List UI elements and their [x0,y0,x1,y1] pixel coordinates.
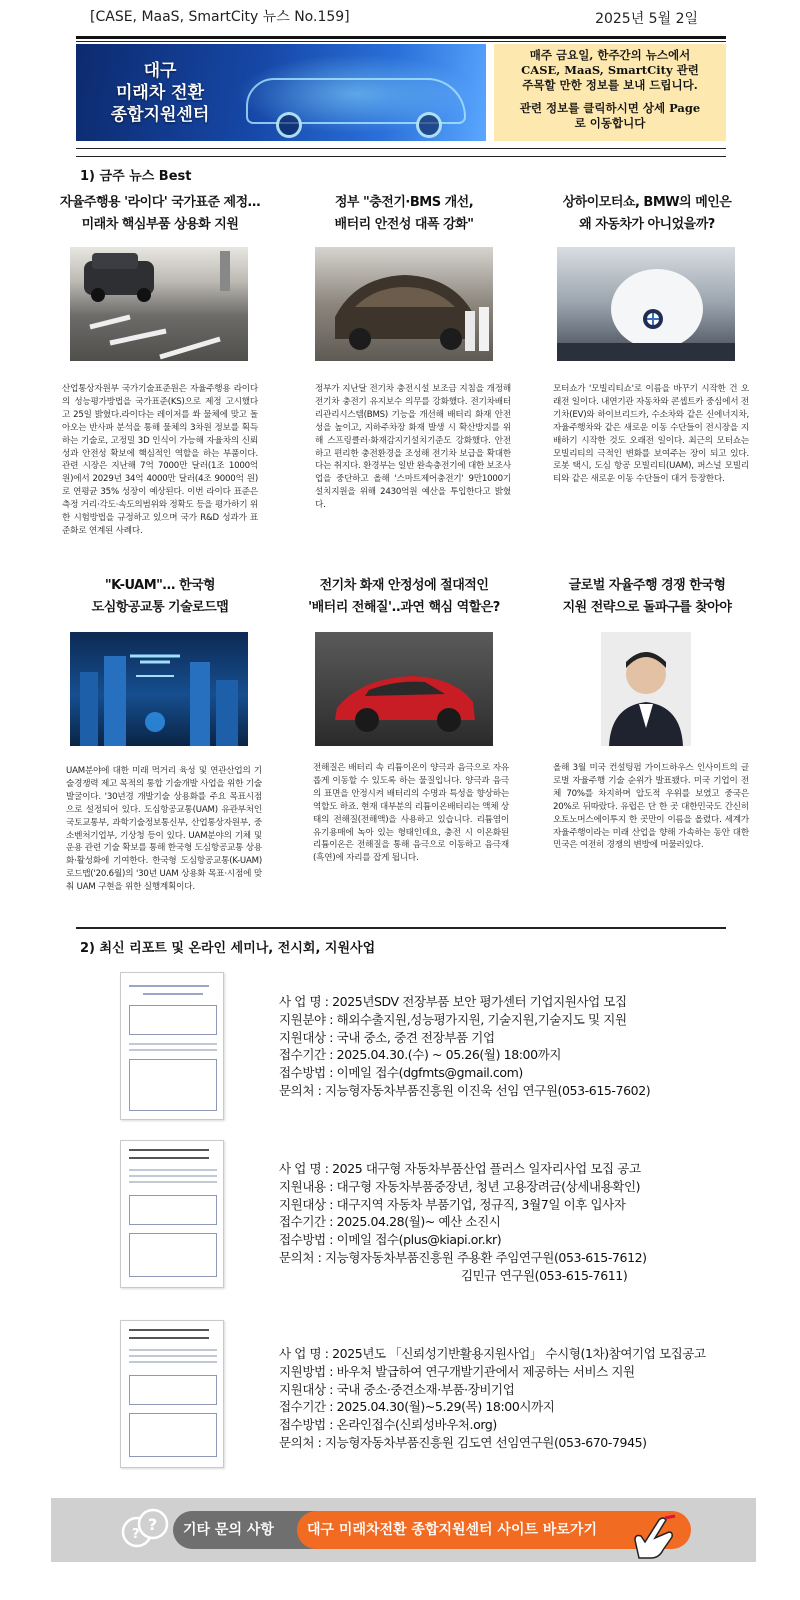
report-line: 사 업 명 : 2025년SDV 전장부품 보안 평가센터 기업지원사업 모집 [279,994,627,1009]
news-title-line: 왜 자동차가 아니었을까? [579,217,715,232]
section1-title: 1) 금주 뉴스 Best [80,169,192,184]
report-details[interactable] [279,993,719,1100]
section-rule [76,156,726,157]
news-title-line: 미래차 핵심부품 상용화 지원 [81,217,239,232]
news-title-line: 글로벌 자율주행 경쟁 한국형 [568,578,726,593]
banner-title [90,60,230,126]
news-title-line: 전기차 화재 안정성에 절대적인 [319,578,489,593]
news-title-bms[interactable] [294,192,514,236]
news-image-bms[interactable] [315,247,493,361]
header-rule [76,36,726,39]
burned-car-image [315,247,493,361]
pointing-hand-icon [629,1514,681,1560]
news-title-line: 자율주행용 '라이다' 국가표준 제정… [59,195,261,210]
report-line: 접수기간 : 2025.04.30(월)~5.29(목) 18:00시까지 [279,1399,555,1415]
banner-title-line: 미래차 전환 [115,83,205,103]
footer-bar [51,1498,756,1562]
report-details[interactable] [279,1160,719,1285]
header-rule-thin [76,41,726,42]
report-line: 사 업 명 : 2025 대구형 자동차부품산업 플러스 일자리사업 모집 공고 [279,1161,641,1176]
report-line: 지원대상 : 국내 중소, 중견 전장부품 기업 [279,1029,495,1045]
news-body-electrolyte: 전해질은 배터리 속 리튬이온이 양극과 음극으로 자유롭게 이동할 수 있도록 하는 물질입니다. 양극과 음극의 표면을 안정시켜 배터리의 수명과 특성을 향상하는 역할도 하죠. 현재 대부분의 리튬이온배터리는 액체 상태의 전해질(전해액)을 사용하고 있습니다. 리튬염이 유기용매에 녹아 있는 형태인데요, 충전 시 이온화된 리튬이온은 전해질을 통해 음극으로 이동하고 음극재(흑연)에 자리를 잡게 됩니다. [313,763,509,864]
news-title-line: "K-UAM"… 한국형 [104,578,216,593]
lidar-car-image [70,247,248,361]
news-title-line: 정부 "충전기·BMS 개선, [334,195,474,210]
wheel-icon [416,112,442,138]
notice-line: 매주 금요일, 한주간의 뉴스에서 [529,48,691,62]
news-image-lidar[interactable] [70,247,248,361]
news-title-kuam[interactable] [50,575,270,619]
wheel-icon [276,112,302,138]
etc-inquiry-button[interactable]: 기타 문의 사항 [173,1511,353,1549]
report-thumbnail[interactable] [120,972,224,1120]
report-line: 지원내용 : 대구형 자동차부품중장년, 청년 고용장려금(상세내용확인) [279,1178,641,1194]
report-line: 문의처 : 지능형자동차부품진흥원 이진욱 선임 연구원(053-615-7602) [279,1082,651,1098]
news-title-line: 지원 전략으로 돌파구를 찾아야 [562,600,732,615]
news-title-line: 도심항공교통 기술로드맵 [91,600,229,615]
news-title-lidar[interactable] [50,192,270,236]
newsletter-notice [494,44,726,141]
report-line: 문의처 : 지능형자동차부품진흥원 주용환 주임연구원(053-615-7612) [279,1249,647,1265]
section2-title: 2) 최신 리포트 및 온라인 세미나, 전시회, 지원사업 [80,941,376,956]
banner-title-line: 대구 [143,61,177,81]
issue-number: [CASE, MaaS, SmartCity 뉴스 No.159] [90,9,350,25]
issue-date: 2025년 5월 2일 [595,11,698,27]
report-line: 문의처 : 지능형자동차부품진흥원 김도연 선임연구원(053-670-7945) [279,1434,647,1450]
report-line: 지원대상 : 대구지역 자동차 부품기업, 정규직, 3월7일 이후 입사자 [279,1196,626,1212]
report-line: 접수방법 : 이메일 접수(plus@kiapi.or.kr) [279,1232,502,1248]
report-line: 접수방법 : 이메일 접수(dgfmts@gmail.com) [279,1065,523,1081]
news-image-electrolyte[interactable] [315,632,493,746]
bmw-showcase-image [557,247,735,361]
news-title-line: 상하이모터쇼, BMW의 메인은 [562,195,732,210]
news-body-bmw: 모터쇼가 '모빌리티쇼'로 이름을 바꾸기 시작한 건 오래전 일이다. 내연기관 자동차와 콘셉트카 중심에서 전기차(EV)와 하이브리드카, 수소차와 같은 신에너지차, 자율주행차와 같은 새로운 이동 수단들이 전시장을 지배하기 시작한 것도 오래전 일이다. 최근의 모터쇼는 모빌리티의 극적인 변화를 보여주는 장이 되고 있다. 로봇 택시, 도심 항공 모빌리티(UAM), 퍼스널 모빌리티와 같은 새로운 이동 수단들이 대거 등장한다. [553,384,749,485]
news-image-bmw[interactable] [557,247,735,361]
news-title-bmw[interactable] [537,192,757,236]
notice-line: 주목할 만한 정보를 보내 드립니다. [522,78,698,92]
center-banner[interactable] [76,44,486,141]
report-line: 지원분야 : 해외수출지원,성능평가지원, 기술지원,기술지도 및 지원 [279,1011,627,1027]
svg-text:?: ? [148,1515,158,1534]
news-title-line: '배터리 전해질'..과연 핵심 역할은? [308,600,500,615]
site-link-button[interactable]: 대구 미래차전환 종합지원센터 사이트 바로가기 [297,1511,691,1549]
news-title-electrolyte[interactable] [294,575,514,619]
section-rule [76,927,726,929]
report-line: 지원방법 : 바우처 발급하여 연구개발기관에서 제공하는 서비스 지원 [279,1363,635,1379]
news-body-bms: 정부가 지난달 전기차 충전시설 보조금 지침을 개정해 전기차 충전기 유지보수 의무를 강화했다. 전기차배터리관리시스템(BMS) 기능을 개선해 배터리 화재 안전성을 높이고, 지하주차장 화재 발생 시 확산방지를 위해 스프링클러·화재감지기설치기준도 강화했다. 안전하고 편리한 충전환경을 조성해 전기차 보급을 확대한다는 취지다. 환경부는 일반 완속충전기에 대한 보조사업을 중단하고 올해 '스마트제어충전기' 9만1000기 설치지원을 위해 2430억원 예산을 투입한다고 밝혔다. [315,384,511,511]
report-thumbnail[interactable] [120,1140,224,1288]
news-body-lidar: 산업통상자원부 국가기술표준원은 자율주행용 라이다의 성능평가방법을 국가표준(KS)으로 제정 고시했다고 25일 밝혔다.라이다는 레이저를 쏴 물체에 맞고 돌아오는 반사파 분석을 통해 물체의 3차원 정보를 획득하는 기술로, 고정밀 3D 인식이 가능해 자율차의 신뢰성과 안전성 확보에 핵심적인 역할을 하는 부품이다. 관련 시장은 지난해 7억 7000만 달러(1조 1000억 원)에서 2029년 34억 4000만 달러(4조 9000억 원)로 연평균 35% 성장이 예상된다. 이번 라이다 표준은 측정 거리·각도·속도의범위와 정확도 등을 평가하기 위한 시험방법을 규정하고 있으며 국가 R&D 성과가 표준화로 연계된 사례다. [62,384,258,536]
news-title-line: 배터리 안전성 대폭 강화" [334,217,474,232]
red-ev-image [315,632,493,746]
top-bar [90,6,700,32]
svg-text:?: ? [132,1527,140,1542]
report-line: 접수방법 : 온라인접수(신뢰성바우처.org) [279,1417,497,1433]
report-line: 김민규 연구원(053-615-7611) [461,1267,628,1283]
report-line: 사 업 명 : 2025년도 「신뢰성기반활용지원사업」 수시형(1차)참여기업 모집공고 [279,1346,706,1361]
news-image-kuam[interactable] [70,632,248,746]
question-bubble-icon [121,1508,169,1552]
news-body-kuam: UAM분야에 대한 미래 먹거리 육성 및 연관산업의 기술경쟁력 제고 목적의 통합 기술개발 사업을 위한 기술 발굴이다. '30년경 개발기술 상용화를 주요 목표시점으로 설정되어 있다. 도심항공교통(UAM) 유관부처인 국토교통부, 과학기술정보통신부, 산업통상자원부, 중소벤처기업부, 기상청 등이 있다. UAM분야의 기체 및 운용 관련 기술 확보를 통해 한국형 도심항공교통 상용화·활성화에 기여한다. 한국형 도심항공교통(K-UAM) 로드맵('20.6월)의 '30년 UAM 상용화 목표·시점에 맞춰 UAM 구현을 위한 실행계획이다. [66,766,262,893]
person-portrait-image [601,632,691,746]
uam-city-image [70,632,248,746]
notice-line: 관련 정보를 클릭하시면 상세 Page [519,101,701,115]
banner-title-line: 종합지원센터 [110,105,210,125]
news-title-autonomous[interactable] [537,575,757,619]
report-thumbnail[interactable] [120,1320,224,1468]
report-line: 접수기간 : 2025.04.30.(수) ~ 05.26(월) 18:00까지 [279,1047,562,1063]
news-image-autonomous[interactable] [601,632,691,746]
notice-line: 로 이동합니다 [574,116,646,130]
report-details[interactable] [279,1345,719,1452]
notice-line: CASE, MaaS, SmartCity 관련 [521,63,699,77]
news-body-autonomous: 올해 3월 미국 컨설팅펌 가이드하우스 인사이트의 글로벌 자율주행 기술 순위가 발표됐다. 미국 기업이 전체 70%를 차지하며 압도적 우위를 보였고 중국은 20%로 뒤따랐다. 유럽은 단 한 곳 대한민국도 간신히 오토노머스에이투지 한 곳만이 이름을 올렸다. 세계가 자율주행이라는 미래 산업을 향해 가속하는 동안 대한민국은 여전히 경쟁의 변방에 머물러있다. [553,763,749,851]
section-rule [76,148,726,149]
report-line: 접수기간 : 2025.04.28(월)~ 예산 소진시 [279,1214,501,1230]
report-line: 지원대상 : 국내 중소·중견소재·부품·장비기업 [279,1381,515,1397]
